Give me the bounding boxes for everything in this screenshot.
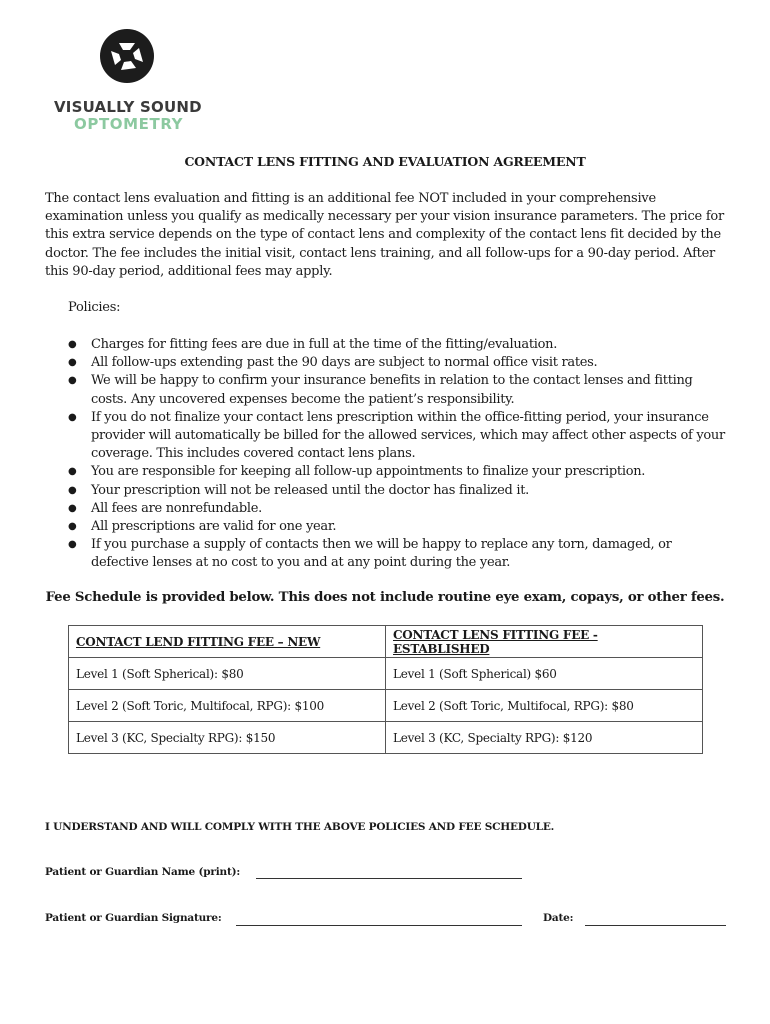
policy-text: If you purchase a supply of contacts then we will be happy to replace any torn, damaged, or defective lenses at no cost to you and at any point during the year. — [91, 537, 672, 571]
column-header-new: CONTACT LEND FITTING FEE – NEW — [69, 626, 386, 658]
list-item — [68, 500, 728, 518]
bullet-icon: ● — [68, 357, 77, 369]
list-item — [68, 336, 728, 354]
policy-text: You are responsible for keeping all follow-up appointments to finalize your prescription. — [91, 464, 646, 480]
policy-text: All fees are nonrefundable. — [91, 500, 262, 516]
list-item — [68, 372, 728, 408]
intro-paragraph: The contact lens evaluation and fitting is an additional fee NOT included in your comprehensive examination unless you qualify as medically necessary per your vision insurance parameters. The price for this extra service depends on the type of contact lens and complexity of the contact lens fit decided by the doctor. The fee includes the initial visit, contact lens training, and all follow-ups for a 90-day period. After this 90-day period, additional fees may apply. — [45, 191, 724, 279]
list-item — [68, 409, 728, 464]
list-item — [68, 463, 728, 481]
table-cell: Level 1 (Soft Spherical): $80 — [69, 658, 386, 690]
signature-label: Patient or Guardian Signature: — [45, 912, 222, 924]
bullet-icon: ● — [68, 521, 77, 533]
bullet-icon: ● — [68, 539, 77, 551]
date-field[interactable] — [585, 925, 726, 926]
bullet-icon: ● — [68, 375, 77, 387]
policies-label: Policies: — [68, 300, 121, 315]
table-header-row — [69, 626, 703, 658]
document-title: CONTACT LENS FITTING AND EVALUATION AGREEMENT — [184, 154, 586, 169]
policy-text: Your prescription will not be released until the doctor has finalized it. — [91, 482, 529, 498]
policy-text: We will be happy to confirm your insurance benefits in relation to the contact lenses and fitting costs. Any uncovered expenses become the patient’s responsibility. — [91, 373, 693, 407]
policy-text: All prescriptions are valid for one year. — [91, 519, 337, 535]
list-item — [68, 518, 728, 536]
table-cell: Level 3 (KC, Specialty RPG): $150 — [69, 722, 386, 754]
table-cell: Level 2 (Soft Toric, Multifocal, RPG): $80 — [386, 690, 703, 722]
list-item — [68, 482, 728, 500]
table-cell: Level 3 (KC, Specialty RPG): $120 — [386, 722, 703, 754]
table-cell: Level 2 (Soft Toric, Multifocal, RPG): $100 — [69, 690, 386, 722]
list-item — [68, 354, 728, 372]
list-item — [68, 536, 728, 572]
bullet-icon: ● — [68, 484, 77, 496]
name-field[interactable] — [256, 878, 522, 879]
bullet-icon: ● — [68, 466, 77, 478]
table-row — [69, 690, 703, 722]
aperture-icon — [99, 28, 155, 84]
bullet-icon: ● — [68, 411, 77, 423]
policy-text: If you do not finalize your contact lens prescription within the office-fitting period, your insurance provider will automatically be billed for the allowed services, which may affect other aspects of your coverage. This includes covered contact lens plans. — [91, 409, 725, 462]
policy-text: All follow-ups extending past the 90 days are subject to normal office visit rates. — [91, 355, 598, 371]
column-header-established: CONTACT LENS FITTING FEE - ESTABLISHED — [386, 626, 703, 658]
table-cell: Level 1 (Soft Spherical) $60 — [386, 658, 703, 690]
date-label: Date: — [543, 912, 574, 924]
policy-text: Charges for fitting fees are due in full at the time of the fitting/evaluation. — [91, 337, 558, 352]
signature-field[interactable] — [236, 925, 522, 926]
logo-name: VISUALLY SOUND — [54, 98, 202, 116]
table-row — [69, 722, 703, 754]
fee-schedule-heading: Fee Schedule is provided below. This does not include routine eye exam, copays, or other fees. — [45, 590, 725, 605]
bullet-icon: ● — [68, 502, 77, 514]
name-label: Patient or Guardian Name (print): — [45, 866, 241, 878]
logo-subtitle: OPTOMETRY — [74, 115, 184, 133]
table-row — [69, 658, 703, 690]
policy-list — [68, 336, 728, 573]
consent-statement: I UNDERSTAND AND WILL COMPLY WITH THE ABOVE POLICIES AND FEE SCHEDULE. — [45, 821, 555, 833]
fee-table — [68, 625, 703, 754]
bullet-icon: ● — [68, 339, 77, 350]
